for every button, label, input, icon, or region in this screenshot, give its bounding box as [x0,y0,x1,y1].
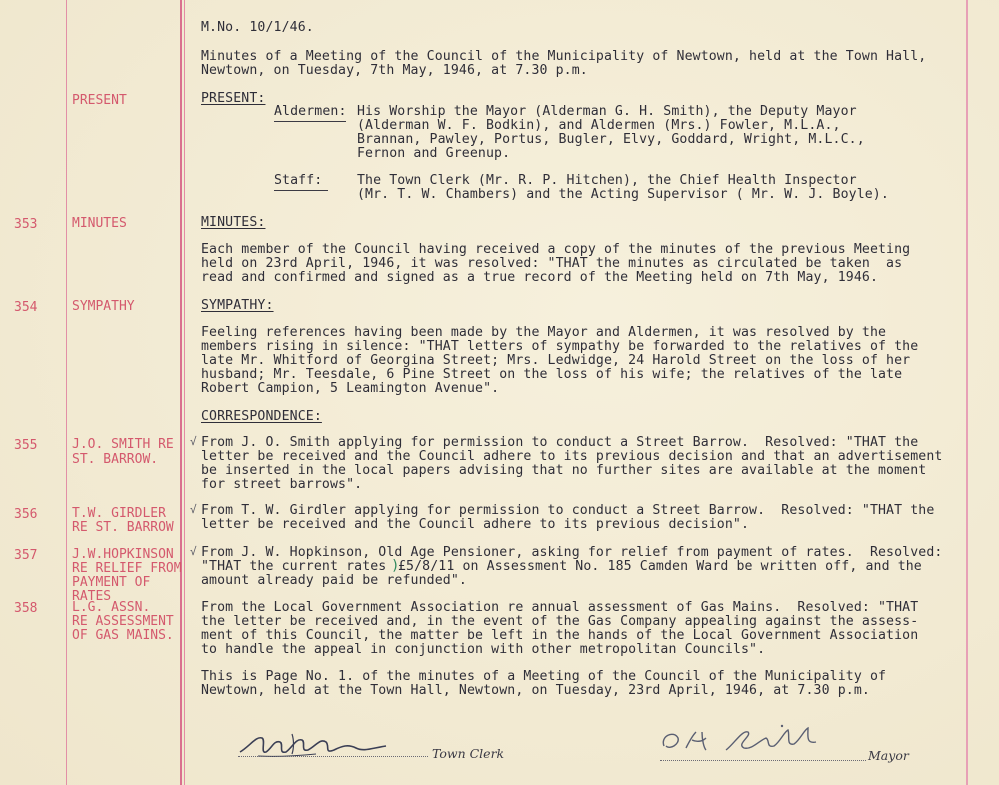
c355-line-3: be inserted in the local papers advising that no further sites are available at the moment [201,463,927,478]
c358-line-4: to handle the appeal in conjunction with other metropolitan Councils". [201,642,766,657]
title-line-1: Minutes of a Meeting of the Council of the Municipality of Newtown, held at the Town Hall, [201,49,927,64]
c355-line-1: From J. O. Smith applying for permission to conduct a Street Barrow. Resolved: "THAT the [201,435,919,450]
margin-present: PRESENT [72,93,127,108]
c358-line-2: the letter be received and, in the event of the Gas Company appealing against the assess- [201,614,919,629]
margin-357-line-4: RATES [72,589,112,604]
sympathy-line-3: late Mr. Whitford of Georgina Street; Mrs. Ledwidge, 24 Harold Street on the loss of her [201,353,911,368]
margin-rule-outer [66,0,67,785]
item-number-358: 358 [14,601,38,616]
c357-line-2a: "THAT the current rates [201,559,387,574]
margin-357-line-3: PAYMENT OF [72,575,151,590]
item-number-354: 354 [14,300,38,315]
aldermen-label-underline [274,121,346,122]
margin-356-line-1: T.W. GIRDLER [72,506,166,521]
aldermen-line-3: Brannan, Pawley, Portus, Bugler, Elvy, Goddard, Wright, M.L.C., [357,132,865,147]
mayor-signature-line [660,760,866,761]
c356-line-1: From T. W. Girdler applying for permission to conduct a Street Barrow. Resolved: "THAT the [201,503,935,518]
c355-line-4: for street barrows". [201,477,363,492]
c358-line-3: ment of this Council, the matter be left in the hands of the Local Government Association [201,628,919,643]
minute-ref: M.No. 10/1/46. [201,20,314,35]
item-number-353: 353 [14,217,38,232]
sympathy-line-4: husband; Mr. Teesdale, 6 Pine Street on the loss of his wife; the relatives of the late [201,367,903,382]
tick-mark-357: √ [190,545,197,558]
aldermen-label: Aldermen: [274,104,347,119]
margin-358-line-2: RE ASSESSMENT [72,614,174,629]
town-clerk-signature-line [238,756,428,757]
sympathy-heading: SYMPATHY: [201,298,274,313]
margin-358-line-1: L.G. ASSN. [72,600,151,615]
minutes-line-3: read and confirmed and signed as a true record of the Meeting held on 7th May, 1946. [201,270,879,285]
margin-355-line-2: ST. BARROW. [72,452,159,467]
margin-358-line-3: OF GAS MAINS. [72,628,174,643]
c357-line-2b: £5/8/11 on Assessment No. 185 Camden Ward be written off, and the [398,559,922,574]
margin-rule-red [180,0,182,785]
item-number-356: 356 [14,507,38,522]
margin-356-line-2: RE ST. BARROW [72,520,174,535]
staff-line-2: (Mr. T. W. Chambers) and the Acting Supervisor ( Mr. W. J. Boyle). [357,187,889,202]
aldermen-line-1: His Worship the Mayor (Alderman G. H. Smith), the Deputy Mayor [357,104,857,119]
staff-line-1: The Town Clerk (Mr. R. P. Hitchen), the Chief Health Inspector [357,173,857,188]
margin-rule-right [966,0,968,785]
sympathy-line-1: Feeling references having been made by the Mayor and Aldermen, it was resolved by the [201,325,887,340]
item-number-357: 357 [14,548,38,563]
c357-line-3: amount already paid be refunded". [201,573,467,588]
tick-mark-355: √ [190,435,197,448]
footer-line-2: Newtown, held at the Town Hall, Newtown, on Tuesday, 23rd April, 1946, at 7.30 p.m. [201,683,870,698]
minutes-heading: MINUTES: [201,215,266,230]
c357-line-1: From J. W. Hopkinson, Old Age Pensioner, asking for relief from payment of rates. Resolved: [201,545,943,560]
margin-357-line-1: J.W.HOPKINSON [72,547,174,562]
correspondence-heading: CORRESPONDENCE: [201,409,322,424]
mayor-label: Mayor [868,748,909,763]
staff-label-underline [274,190,328,191]
title-line-2: Newtown, on Tuesday, 7th May, 1946, at 7.30 p.m. [201,63,588,78]
margin-minutes: MINUTES [72,216,127,231]
minutes-line-1: Each member of the Council having received a copy of the minutes of the previous Meeting [201,242,911,257]
present-heading: PRESENT: [201,91,266,106]
margin-357-line-2: RE RELIEF FROM [72,561,182,576]
margin-rule-red-inner [184,0,185,785]
staff-label: Staff: [274,173,323,188]
aldermen-line-4: Fernon and Greenup. [357,146,511,161]
tick-mark-356: √ [190,503,197,516]
c356-line-2: letter be received and the Council adhere to its previous decision". [201,517,750,532]
mayor-signature [656,722,826,760]
margin-355-line-1: J.O. SMITH RE [72,437,174,452]
margin-sympathy: SYMPATHY [72,299,135,314]
sympathy-line-5: Robert Campion, 5 Leamington Avenue". [201,381,500,396]
footer-line-1: This is Page No. 1. of the minutes of a Meeting of the Council of the Municipality of [201,669,887,684]
c355-line-2: letter be received and the Council adhere to its previous decision and that an advertisement [201,449,943,464]
c358-line-1: From the Local Government Association re annual assessment of Gas Mains. Resolved: "THAT [201,600,919,615]
sympathy-line-2: members rising in silence: "THAT letters of sympathy be forwarded to the relatives of the [201,339,919,354]
green-bracket-mark: ) [391,558,400,574]
aldermen-line-2: (Alderman W. F. Bodkin), and Aldermen (Mrs.) Fowler, M.L.A., [357,118,841,133]
minutes-line-2: held on 23rd April, 1946, it was resolved: "THAT the minutes as circulated be taken as [201,256,903,271]
town-clerk-label: Town Clerk [432,746,505,761]
item-number-355: 355 [14,438,38,453]
